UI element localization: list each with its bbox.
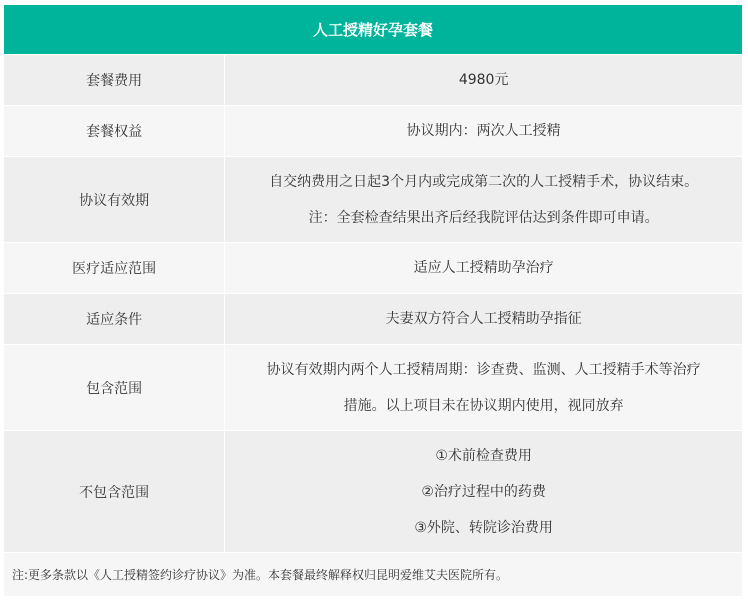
row-value — [225, 345, 743, 431]
table-row — [4, 55, 743, 106]
package-table — [3, 4, 743, 597]
table-row — [4, 345, 743, 431]
table-row — [4, 243, 743, 294]
value-line: 适应人工授精助孕治疗 — [413, 260, 554, 276]
value-line: 注：全套检查结果出齐后经我院评估达到条件即可申请。 — [308, 209, 659, 226]
row-label: 协议有效期 — [4, 157, 225, 243]
table-header-row — [4, 5, 743, 55]
table-row — [4, 106, 743, 157]
package-title: 人工授精好孕套餐 — [4, 5, 743, 55]
value-line: 自交纳费用之日起3个月内或完成第二次的人工授精手术，协议结束。 — [269, 173, 699, 190]
value-line: ②治疗过程中的药费 — [421, 483, 546, 500]
value-line: 协议有效期内两个人工授精周期：诊查费、监测、人工授精手术等治疗 — [266, 361, 701, 378]
note-row — [4, 553, 743, 597]
value-line: ③外院、转院诊治费用 — [414, 519, 553, 536]
value-line: 4980元 — [458, 72, 509, 88]
row-value — [225, 55, 743, 106]
row-value — [225, 294, 743, 345]
table-row — [4, 294, 743, 345]
row-label: 适应条件 — [4, 294, 225, 345]
value-line: ①术前检查费用 — [435, 447, 532, 464]
row-value — [225, 157, 743, 243]
row-value — [225, 243, 743, 294]
value-line: 协议期内：两次人工授精 — [406, 123, 561, 139]
row-label: 医疗适应范围 — [4, 243, 225, 294]
value-line: 措施。以上项目未在协议期内使用，视同放弃 — [343, 397, 624, 414]
row-value — [225, 106, 743, 157]
row-label: 套餐费用 — [4, 55, 225, 106]
table-row — [4, 157, 743, 243]
footnote: 注:更多条款以《人工授精签约诊疗协议》为准。本套餐最终解释权归昆明爱维艾夫医院所有。 — [4, 553, 743, 597]
row-label: 套餐权益 — [4, 106, 225, 157]
table-row — [4, 431, 743, 553]
value-line: 夫妻双方符合人工授精助孕指征 — [385, 311, 582, 327]
row-label: 不包含范围 — [4, 431, 225, 553]
row-value — [225, 431, 743, 553]
row-label: 包含范围 — [4, 345, 225, 431]
